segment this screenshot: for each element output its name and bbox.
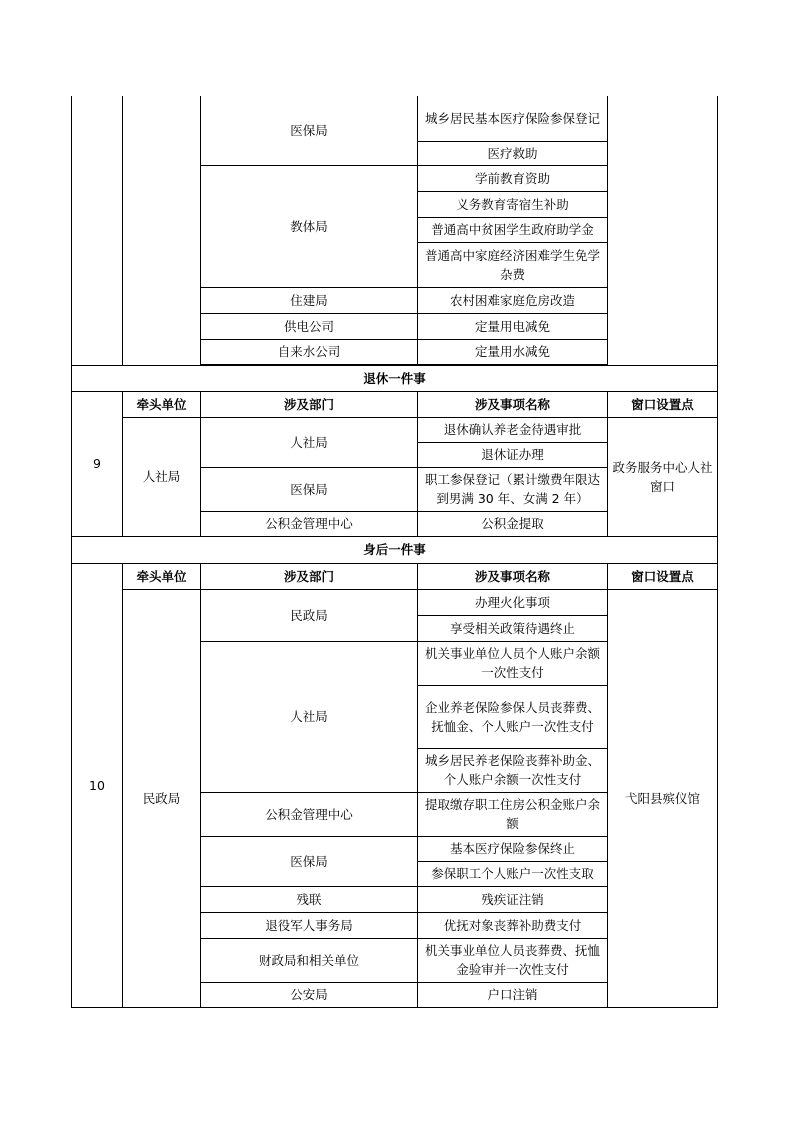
table-row: [72, 589, 718, 615]
dept-cell: 退役军人事务局: [201, 912, 418, 938]
dept-cell: 公积金管理中心: [201, 792, 418, 836]
dept-cell: 供电公司: [201, 313, 418, 339]
item-cell: 享受相关政策待遇终止: [418, 615, 608, 641]
item-cell: 企业养老保险参保人员丧葬费、抚恤金、个人账户一次性支付: [418, 685, 608, 748]
item-cell: 普通高中贫困学生政府助学金: [418, 217, 608, 242]
section-title-retire: 退休一件事: [72, 365, 718, 391]
number-cell: [72, 96, 123, 365]
item-cell: 公积金提取: [418, 511, 608, 536]
item-cell: 机关事业单位人员个人账户余额一次性支付: [418, 641, 608, 685]
header-item: 涉及事项名称: [418, 563, 608, 589]
dept-cell: 人社局: [201, 641, 418, 792]
item-cell: 提取缴存职工住房公积金账户余额: [418, 792, 608, 836]
dept-cell: 医保局: [201, 836, 418, 886]
item-cell: 定量用水减免: [418, 339, 608, 364]
item-cell: 优抚对象丧葬补助费支付: [418, 912, 608, 938]
number-cell: 9: [72, 391, 123, 536]
header-row: [72, 563, 718, 589]
item-cell: 农村困难家庭危房改造: [418, 287, 608, 313]
window-cell: [608, 96, 718, 365]
lead-unit-cell: 人社局: [123, 417, 201, 536]
dept-cell: 公安局: [201, 982, 418, 1007]
service-table: [71, 96, 718, 1008]
item-cell: 退休确认养老金待遇审批: [418, 417, 608, 442]
item-cell: 基本医疗保险参保终止: [418, 836, 608, 861]
lead-unit-cell: [123, 96, 201, 365]
dept-cell: 自来水公司: [201, 339, 418, 364]
number-cell: 10: [72, 563, 123, 1007]
item-cell: 城乡居民基本医疗保险参保登记: [418, 96, 608, 141]
dept-cell: 人社局: [201, 417, 418, 467]
dept-cell: 教体局: [201, 165, 418, 287]
item-cell: 医疗救助: [418, 141, 608, 165]
header-lead-unit: 牵头单位: [123, 391, 201, 417]
dept-cell: 医保局: [201, 96, 418, 165]
item-cell: 城乡居民养老保险丧葬补助金、个人账户余额一次性支付: [418, 748, 608, 792]
item-cell: 义务教育寄宿生补助: [418, 191, 608, 217]
item-cell: 定量用电减免: [418, 313, 608, 339]
dept-cell: 残联: [201, 886, 418, 912]
dept-cell: 公积金管理中心: [201, 511, 418, 536]
section-row: [72, 365, 718, 391]
header-window: 窗口设置点: [608, 563, 718, 589]
header-lead-unit: 牵头单位: [123, 563, 201, 589]
item-cell: 学前教育资助: [418, 165, 608, 191]
window-cell: 弋阳县殡仪馆: [608, 589, 718, 1007]
dept-cell: 医保局: [201, 467, 418, 511]
item-cell: 参保职工个人账户一次性支取: [418, 861, 608, 886]
item-cell: 户口注销: [418, 982, 608, 1007]
section-title-afterlife: 身后一件事: [72, 536, 718, 563]
item-cell: 办理火化事项: [418, 589, 608, 615]
window-cell: 政务服务中心人社窗口: [608, 417, 718, 536]
item-cell: 残疾证注销: [418, 886, 608, 912]
item-cell: 机关事业单位人员丧葬费、抚恤金验审并一次性支付: [418, 938, 608, 982]
header-dept: 涉及部门: [201, 563, 418, 589]
header-window: 窗口设置点: [608, 391, 718, 417]
item-cell: 普通高中家庭经济困难学生免学杂费: [418, 242, 608, 287]
table-row: [72, 96, 718, 141]
header-row: [72, 391, 718, 417]
dept-cell: 民政局: [201, 589, 418, 641]
lead-unit-cell: 民政局: [123, 589, 201, 1007]
section-row: [72, 536, 718, 563]
table-row: [72, 417, 718, 442]
dept-cell: 住建局: [201, 287, 418, 313]
item-cell: 职工参保登记（累计缴费年限达到男满 30 年、女满 2 年）: [418, 467, 608, 511]
header-dept: 涉及部门: [201, 391, 418, 417]
item-cell: 退休证办理: [418, 442, 608, 467]
dept-cell: 财政局和相关单位: [201, 938, 418, 982]
header-item: 涉及事项名称: [418, 391, 608, 417]
